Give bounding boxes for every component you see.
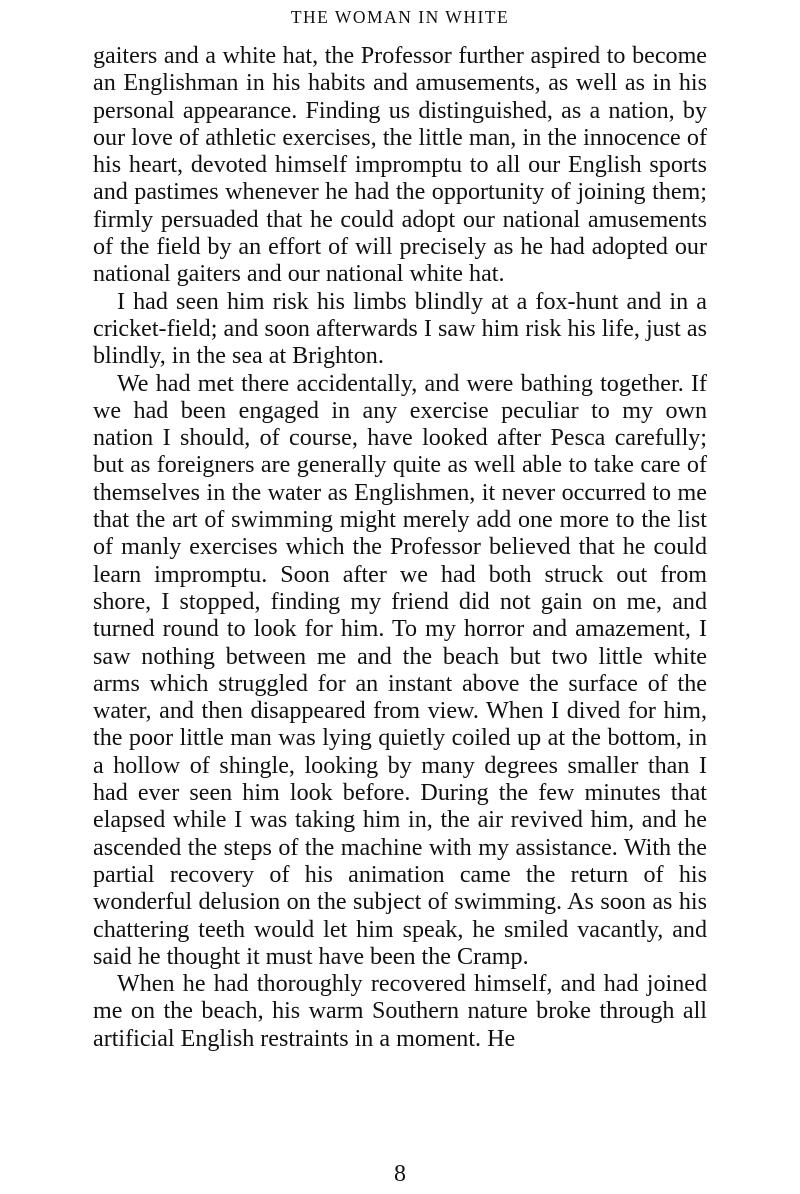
paragraph: When he had thoroughly recovered himself, and had joined me on the beach, his warm Southern nature broke through all artificial English restraints in a moment. He [93, 971, 707, 1052]
running-head: THE WOMAN IN WHITE [290, 7, 510, 27]
body-text [93, 43, 707, 1053]
paragraph: gaiters and a white hat, the Professor further aspired to become an Englishman in his habits and amusements, as well as in his personal appearance. Finding us distinguished, as a nation, by our love of athletic exercises, the little man, in the innocence of his heart, devoted himself impromptu to all our English sports and pastimes whenever he had the opportunity of joining them; firmly persuaded that he could adopt our national amusements of the field by an effort of will precisely as he had adopted our national gaiters and our national white hat. [93, 43, 707, 288]
page-number: 8 [394, 1161, 406, 1187]
paragraph: I had seen him risk his limbs blindly at a fox-hunt and in a cricket-field; and soon afterwards I saw him risk his life, just as blindly, in the sea at Brighton. [93, 288, 707, 370]
paragraph: We had met there accidentally, and were bathing together. If we had been engaged in any exercise peculiar to my own nation I should, of course, have looked after Pesca carefully; but as foreigners are generally quite as well able to take care of themselves in the water as Englishmen, it never occurred to me that the art of swimming might merely add one more to the list of manly exercises which the Professor believed that he could learn impromptu. Soon after we had both struck out from shore, I stopped, finding my friend did not gain on me, and turned round to look for him. To my horror and amazement, I saw nothing between me and the beach but two little white arms which struggled for an instant above the surface of the water, and then disappeared from view. When I dived for him, the poor little man was lying quietly coiled up at the bottom, in a hollow of shingle, looking by many degrees smaller than I had ever seen him look before. During the few minutes that elapsed while I was taking him in, the air revived him, and he ascended the steps of the machine with my assistance. With the partial recovery of his animation came the return of his wonderful delusion on the subject of swimming. As soon as his chattering teeth would let him speak, he smiled vacantly, and said he thought it must have been the Cramp. [93, 370, 707, 970]
